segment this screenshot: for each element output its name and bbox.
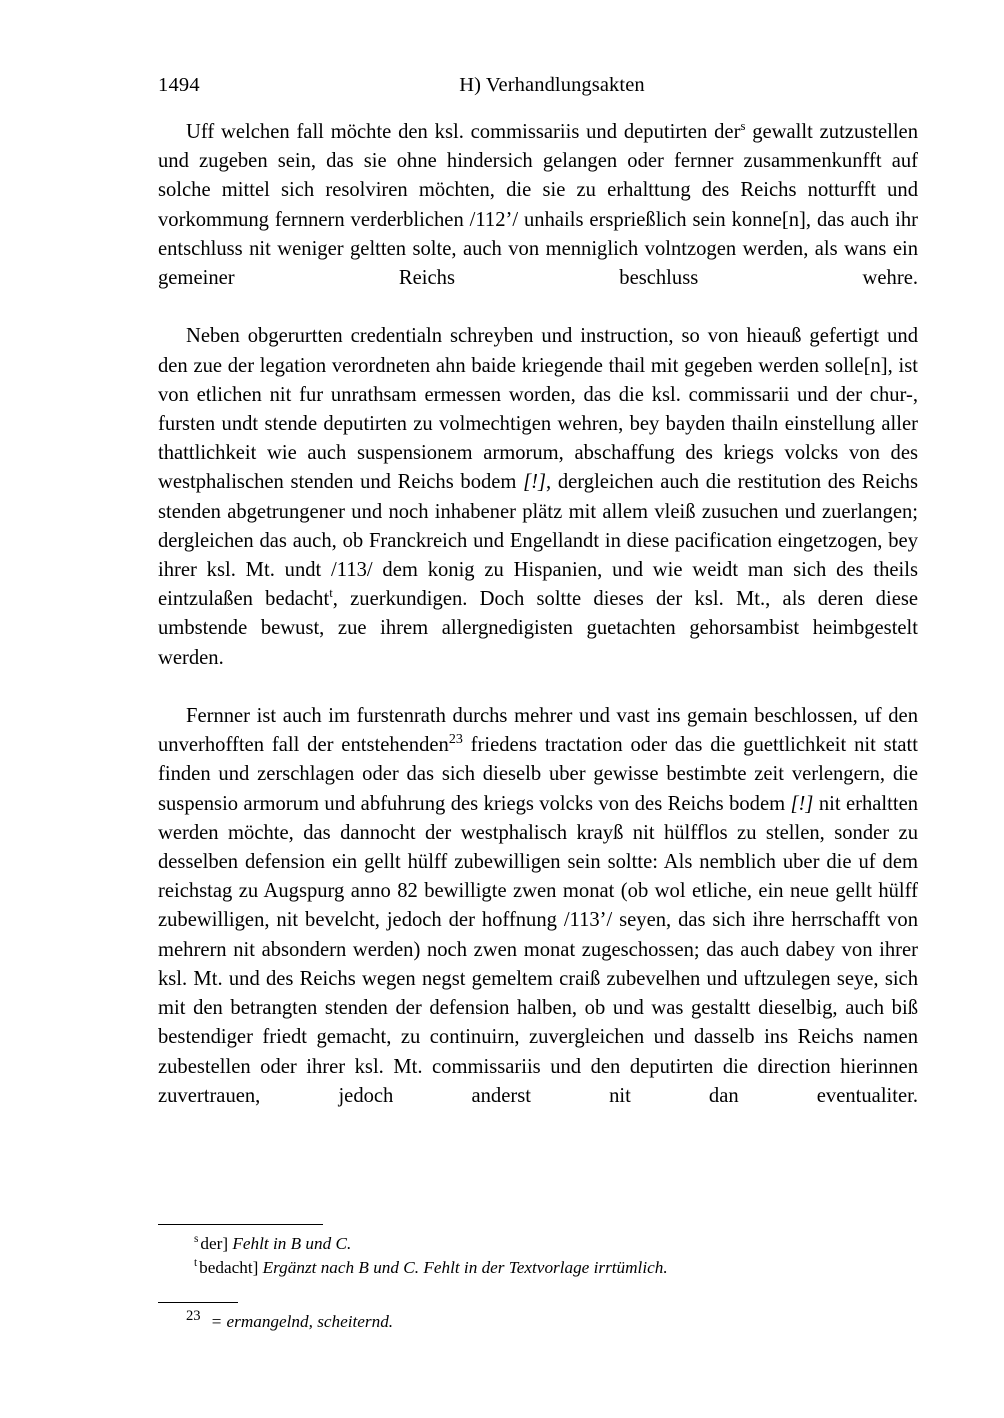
text-run: nit erhaltten werden möchte, das dannocht der westphalisch krayß nit hülfflos zu stellen, sonder zu desselben defension ein gellt hülff zubewilligen sein soltte: Als nemblich uber die uf dem reichstag zu Augspurg anno 82 bewilligte zwen monat (ob wol etliche, ein neue gellt hülff zubewilligen, nit bevelcht, jedoch der hoffnung /113’/ seyen, das sich ihre herrschafft von mehrern nit absondern werden) noch zwen monat zugeschossen; das auch dabey von ihrer ksl. Mt. und des Reichs wegen negst gemeltem craiß zubevelhen und uftzulegen seye, sich mit den betrangten stenden der defension halben, ob und was gestaltt dieselbig, auch biß bestendiger friedt gemacht, zu continuirn, zuvergleichen und dasselb ins Reichs namen zubestellen oder ihrer ksl. Mt. commissariis und den deputirten die direction hierinnen zuvertrauen, jedoch anderst nit dan eventualiter. (158, 792, 919, 1107)
variant-note-explanation: Ergänzt nach B und C. Fehlt in der Textvorlage irrtümlich. (262, 1258, 668, 1278)
text-run: Neben obgerurtten credentialn schreyben und instruction, so von hieauß gefertigt und den zue der legation verordneten ahn baide kriegende thail mit gegeben werden solle[n], ist von etlichen nit fur unrathsam ermessen worden, das die ksl. commissarii und der chur-, fursten undt stende deputirten zu volmechtigen wehren, bey bayden thailn einstellung aller thattlichkeit wie auch suspensionem armorum, abschaffung des kriegs volcks von des westphalischen stenden und Reichs bodem (158, 325, 918, 494)
variant-note-t (158, 1256, 918, 1280)
variant-note-lemma: bedacht] (199, 1258, 259, 1278)
editorial-sic-mark: [!] (790, 792, 814, 815)
paragraph-neben-obgerurtten (158, 322, 918, 702)
numbered-note-explanation: = ermangelnd, scheiternd. (210, 1312, 394, 1332)
variant-note-s (158, 1232, 918, 1256)
footnote-separator-rule (158, 1302, 238, 1303)
variant-note-marker: s (194, 1233, 199, 1246)
running-head-title: H) Verhandlungsakten (459, 74, 645, 96)
variant-marker: t (329, 586, 333, 601)
text-run: Fernner ist auch im furstenrath durchs mehrer und vast ins gemain beschlossen, uf den unverhofften fall der entstehenden (158, 705, 918, 757)
running-head (158, 72, 918, 118)
text-run: gewallt zutzustellen und zugeben sein, das sie ohne hindersich gelangen oder fernner zusammenkunfft auf solche mittel sich resolviren möchten, die sie zu erhalttung des Reichs notturfft und vorkommung fernnern verderblichen /112’/ unhails ersprießlich sein konne[n], das auch ihr entschluss nit weniger geltten solte, auch von menniglich volntzogen werden, als wans ein gemeiner Reichs beschluss wehre. (158, 121, 918, 290)
footnote-apparatus (158, 1224, 918, 1334)
numbered-note-number: 23 (186, 1308, 201, 1325)
numbered-note-23 (158, 1310, 918, 1334)
text-run: Uff welchen fall möchte den ksl. commissariis und deputirten der (186, 121, 741, 143)
variant-notes-block (158, 1224, 918, 1280)
page-number: 1494 (158, 74, 200, 96)
footnote-reference: 23 (448, 732, 463, 748)
variant-note-lemma: der] (200, 1234, 229, 1254)
paragraph-uff-welchen-fall (158, 118, 918, 322)
paragraph-fernner-ist-auch (158, 702, 918, 1140)
variant-marker: s (740, 119, 746, 134)
variant-note-explanation: Fehlt in B und C. (232, 1234, 352, 1254)
text-run: friedens tractation oder das die guettlichkeit nit statt finden und zerschlagen oder das sich dieselb uber gewisse bestimbte zeit verlengern, die suspensio armorum und abfuhrung des kriegs volcks von des Reichs bodem (158, 734, 918, 815)
body-text (158, 118, 918, 1140)
footnote-separator-rule (158, 1224, 323, 1225)
page-content-column (158, 0, 918, 1334)
text-run: , zuerkundigen. Doch soltte dieses der ksl. Mt., als deren diese umbstende bewust, zue ihrem allergnedigisten guetachten gehorsambist heimbgestelt werden. (158, 588, 918, 669)
numbered-notes-block (158, 1302, 918, 1334)
editorial-sic-mark: [!] (523, 471, 547, 494)
text-run: , dergleichen auch die restitution des Reichs stenden abgetrungener und noch inhabener plätz mit allem vleiß zusuchen und zuerlangen; dergleichen das auch, ob Franckreich und Engellandt in diese pacification eingetzogen, bey ihrer ksl. Mt. undt /113/ dem konig zu Hispanien, und wie weidt man sich des theils eintzulaßen bedacht (158, 471, 918, 611)
variant-note-marker: t (194, 1257, 198, 1270)
